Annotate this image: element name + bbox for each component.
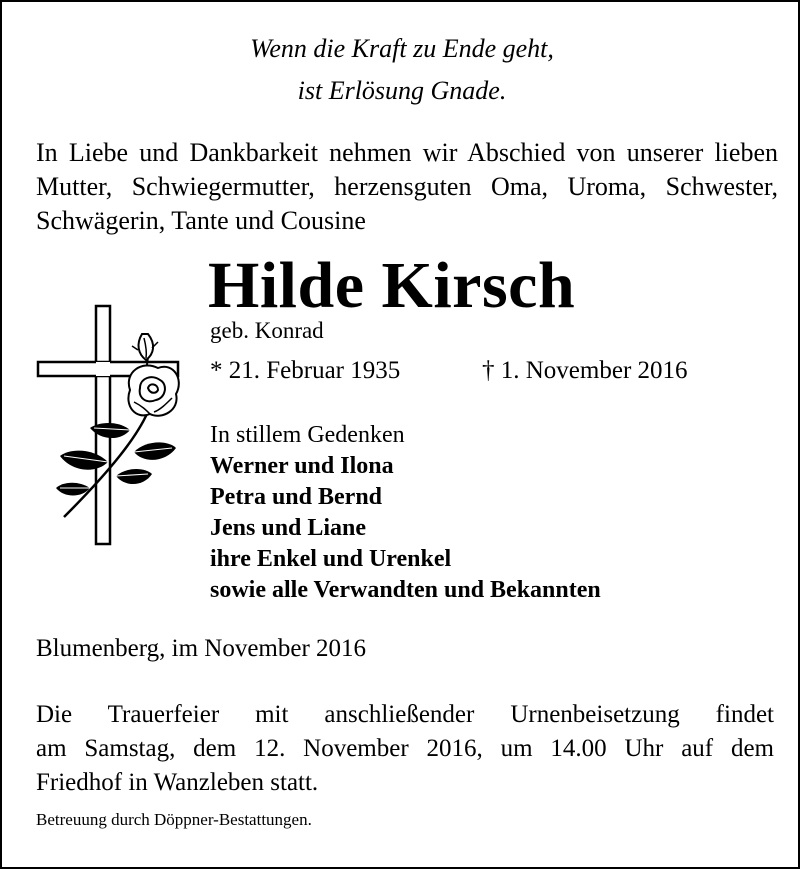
birth-name: geb. Konrad	[210, 318, 324, 343]
place-date: Blumenberg, im November 2016	[36, 635, 367, 662]
mourner-name: Petra und Bernd	[210, 484, 383, 510]
birth-date: * 21. Februar 1935	[210, 357, 401, 384]
mourner-name: sowie alle Verwandten und Bekannten	[210, 577, 601, 603]
funeral-info	[36, 698, 774, 800]
mourner-name: Jens und Liane	[210, 515, 367, 541]
mourners-heading: In stillem Gedenken	[210, 422, 405, 448]
mourners-block	[210, 420, 601, 606]
mourner-name: ihre Enkel und Urenkel	[210, 546, 452, 572]
intro-text: In Liebe und Dankbarkeit nehmen wir Abschied von unserer lieben Mutter, Schwiegermutter, herzensguten Oma, Uroma, Schwester, Schwägerin, Tante und Cousine	[36, 138, 778, 235]
funeral-line-3: Friedhof in Wanzleben statt.	[36, 769, 319, 796]
funeral-line-1: Die Trauerfeier mit anschließender Urnenbeisetzung findet	[36, 701, 774, 728]
cross-with-rose-icon	[34, 302, 184, 547]
death-date: † 1. November 2016	[482, 357, 688, 384]
mourner-name: Werner und Ilona	[210, 453, 394, 479]
funeral-line-2: am Samstag, dem 12. November 2016, um 14.00 Uhr auf dem	[36, 735, 774, 762]
motto-line-2: ist Erlösung Gnade.	[297, 76, 507, 105]
deceased-name: Hilde Kirsch	[208, 249, 576, 322]
undertaker-note: Betreuung durch Döppner-Bestattungen.	[36, 810, 312, 829]
motto-line-1: Wenn die Kraft zu Ende geht,	[250, 34, 554, 63]
